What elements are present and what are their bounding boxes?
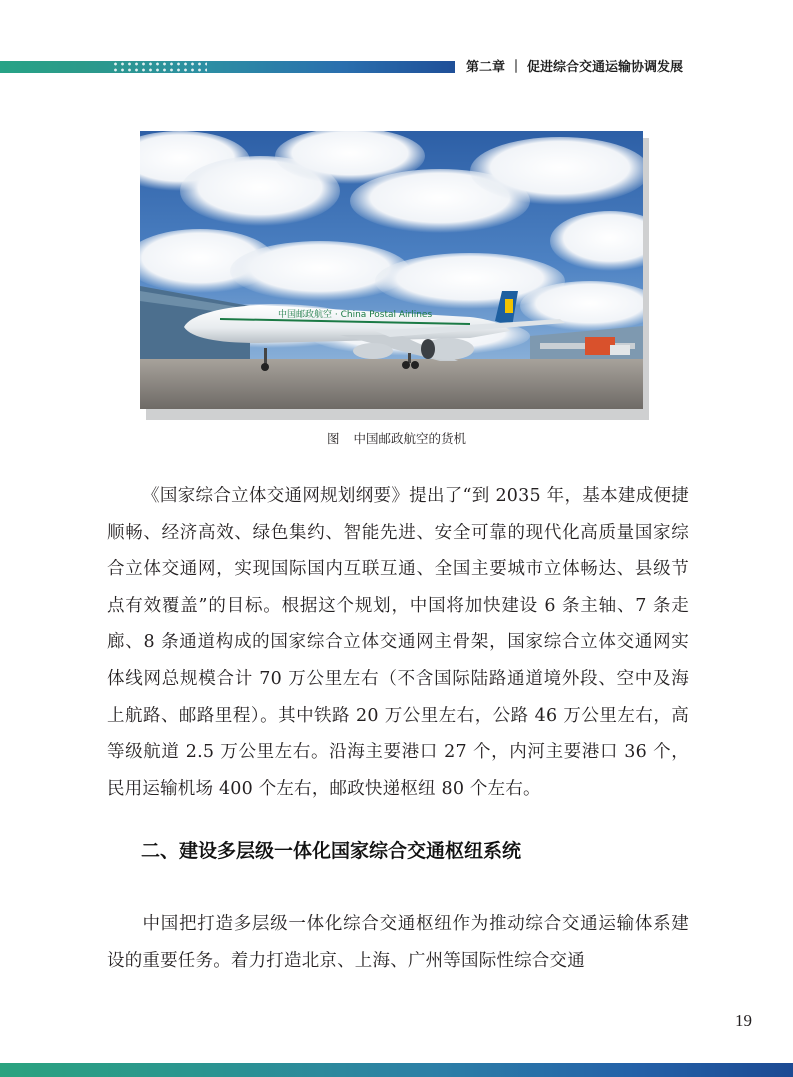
figure-caption xyxy=(0,430,793,448)
page-number: 19 xyxy=(735,1011,752,1030)
body-paragraph-1 xyxy=(107,478,689,807)
paragraph-1-text: 《国家综合立体交通网规划纲要》提出了“到 2035 年，基本建成便捷顺畅、经济高效、绿色集约、智能先进、安全可靠的现代化高质量国家综合立体交通网，实现国际国内互联互通、全国主要城市立体畅达、县级节点有效覆盖”的目标。根据这个规划，中国将加快建设 6 条主轴、7 条走廊、8 条通道构成的国家综合立体交通网主骨架，国家综合立体交通网实体线网总规模合计 70 万公里左右（不含国际陆路通道境外段、空中及海上航路、邮路里程）。其中铁路 20 万公里左右，公路 46 万公里左右，高等级航道 2.5 万公里左右。沿海主要港口 27 个，内河主要港口 36 个，民用运输机场 400 个左右，邮政快递枢纽 80 个左右。 xyxy=(107,486,689,799)
body-paragraph-2 xyxy=(107,906,689,979)
paragraph-2-text: 中国把打造多层级一体化综合交通枢纽作为推动综合交通运输体系建设的重要任务。着力打造北京、上海、广州等国际性综合交通 xyxy=(107,914,689,971)
apron xyxy=(140,359,643,409)
plane-livery-text: 中国邮政航空 · China Postal Airlines xyxy=(278,310,433,320)
cargo-plane-photo xyxy=(140,131,643,409)
footer-color-band xyxy=(0,1063,793,1077)
chapter-title: 第二章 ｜ 促进综合交通运输协调发展 xyxy=(466,60,684,75)
figure-caption-text: 中国邮政航空的货机 xyxy=(353,431,467,446)
figure-label: 图 xyxy=(326,431,340,446)
header-color-band xyxy=(0,61,455,73)
header-dot-pattern xyxy=(112,61,207,73)
section-heading: 二、建设多层级一体化国家综合交通枢纽系统 xyxy=(141,840,522,862)
